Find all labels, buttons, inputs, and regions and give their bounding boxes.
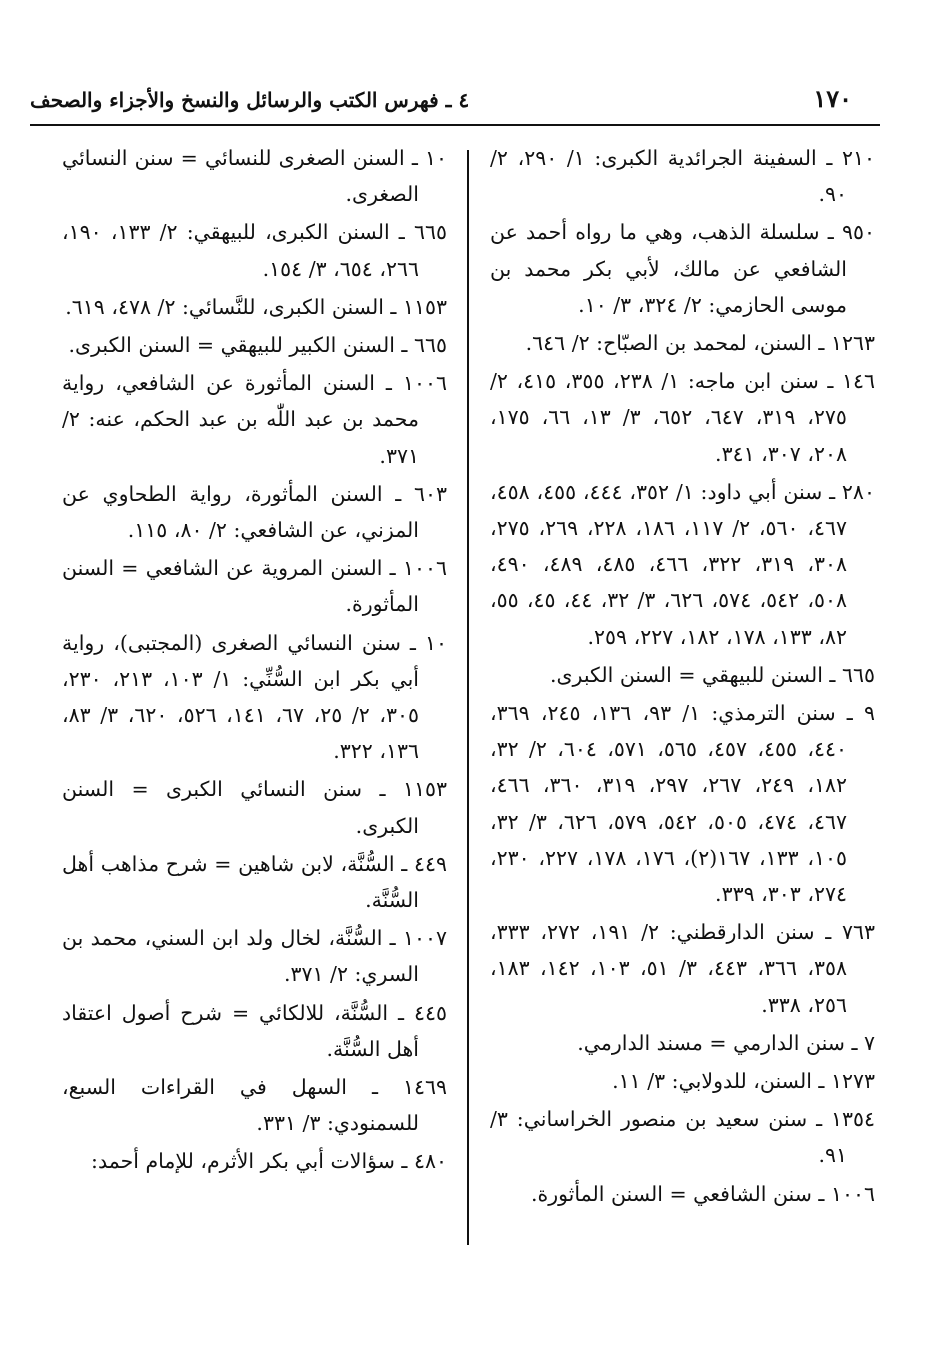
index-column-left <box>62 140 447 1182</box>
page-header <box>30 84 872 124</box>
index-entry: ٤٤٥ ـ السُّنَّة، للالكائي = شرح أصول اعتقاد أهل السُّنَّة. <box>62 1000 447 1061</box>
index-entry: ١٣٥٤ ـ سنن سعيد بن منصور الخراساني: ٣/ ٩١. <box>490 1107 875 1168</box>
index-entry: ٢٨٠ ـ سنن أبي داود: ١/ ٣٥٢، ٤٤٤، ٤٥٥، ٤٥٨، ٤٦٧، ٥٦٠، ٢/ ١١٧، ١٨٦، ٢٢٨، ٢٦٩، ٢٧٥، ٣٠٨، ٣١٩، ٣٢٢، ٤٦٦، ٤٨٥، ٤٨٩، ٤٩٠، ٥٠٨، ٥٤٢، ٥٧٤، ٦٢٦، ٣/ ٣٢، ٤٤، ٤٥، ٥٥، ٨٢، ١٣٣، ١٧٨، ١٨٢، ٢٢٧، ٢٥٩. <box>490 479 875 649</box>
index-entry: ١١٥٣ ـ السنن الكبرى، للنَّسائي: ٢/ ٤٧٨، ٦١٩. <box>65 294 447 319</box>
index-entry: ٧ ـ سنن الدارمي = مسند الدارمي. <box>577 1030 875 1055</box>
index-entry: ٦٦٥ ـ السنن للبيهقي = السنن الكبرى. <box>549 662 875 687</box>
index-entry: ١٤٦ ـ سنن ابن ماجه: ١/ ٢٣٨، ٣٥٥، ٤١٥، ٢/ ٢٧٥، ٣١٩، ٦٤٧، ٦٥٢، ٣/ ١٣، ٦٦، ١٧٥، ٢٠٨، ٣٠٧، ٣٤١. <box>490 369 876 466</box>
index-entry: ٩ ـ سنن الترمذي: ١/ ٩٣، ١٣٦، ٢٤٥، ٣٦٩، ٤٤٠، ٤٥٥، ٤٥٧، ٥٦٥، ٥٧١، ٦٠٤، ٢/ ٣٢، ١٨٢، ٢٤٩، ٢٦٧، ٢٩٧، ٣١٩، ٣٦٠، ٤٦٦، ٤٦٧، ٤٧٤، ٥٠٥، ٥٤٢، ٥٧٩، ٦٢٦، ٣/ ٣٢، ١٠٥، ١٣٣، ١٦٧(٢)، ١٧٦، ١٧٨، ٢٢٧، ٢٣٠، ٢٧٤، ٣٠٣، ٣٣٩. <box>490 701 875 907</box>
index-entry: ١٠٠٧ ـ السُّنَّة، لخال ولد ابن السني، محمد بن السري: ٢/ ٣٧١. <box>62 926 447 987</box>
index-column-right <box>490 140 875 1214</box>
index-entry: ٦٠٣ ـ السنن المأثورة، رواية الطحاوي عن المزني، عن الشافعي: ٢/ ٨٠، ١١٥. <box>62 481 447 543</box>
index-entry: ٦٦٥ ـ السنن الكبير للبيهقي = السنن الكبرى. <box>68 333 447 358</box>
running-title: ٤ ـ فهرس الكتب والرسائل والنسخ والأجزاء والصحف <box>30 88 470 112</box>
index-entry: ٩٥٠ ـ سلسلة الذهب، وهي ما رواه أحمد عن الشافعي عن مالك، لأبي بكر محمد بن موسى الحازمي: ٢/ ٣٢٤، ٣/ ١٠. <box>490 220 875 317</box>
index-entry: ١٠ ـ سنن النسائي الصغرى (المجتبى)، رواية أبي بكر ابن السُّنِّي: ١/ ١٠٣، ٢١٣، ٢٣٠، ٣٠٥، ٢/ ٢٥، ٦٧، ١٤١، ٥٢٦، ٦٢٠، ٣/ ٨٣، ١٣٦، ٣٢٢. <box>62 630 447 764</box>
header-rule <box>30 124 880 126</box>
index-entry: ١٠٠٦ ـ السنن المروية عن الشافعي = السنن المأثورة. <box>62 556 447 617</box>
index-entry: ١٤٦٩ ـ السهل في القراءات السبع، للسمنودي: ٣/ ٣٣١. <box>62 1075 447 1136</box>
index-entry: ٢١٠ ـ السفينة الجرائدية الكبرى: ١/ ٢٩٠، ٢/ ٩٠. <box>490 146 875 207</box>
index-entry: ٤٤٩ ـ السُّنَّة، لابن شاهين = شرح مذاهب أهل السُّنَّة. <box>62 851 447 913</box>
index-entry: ٦٦٥ ـ السنن الكبرى، للبيهقي: ٢/ ١٣٣، ١٩٠، ٢٦٦، ٦٥٤، ٣/ ١٥٤. <box>62 220 447 281</box>
index-entry: ١٠٠٦ ـ سنن الشافعي = السنن المأثورة. <box>530 1181 875 1206</box>
index-entry: ٧٦٣ ـ سنن الدارقطني: ٢/ ١٩١، ٢٧٢، ٣٣٣، ٣٥٨، ٣٦٦، ٤٤٣، ٣/ ٥١، ١٠٣، ١٤٢، ١٨٣، ٢٥٦، ٣٣٨. <box>490 920 875 1017</box>
column-divider <box>467 150 469 1245</box>
index-entry: ١٠٠٦ ـ السنن المأثورة عن الشافعي، رواية محمد بن عبد اللّٰه بن عبد الحكم، عنه: ٢/ ٣٧١. <box>62 371 447 468</box>
index-entry: ١٢٧٣ ـ السنن، للدولابي: ٣/ ١١. <box>612 1069 875 1094</box>
index-entry: ١٢٦٣ ـ السنن، لمحمد بن الصبّاح: ٢/ ٦٤٦. <box>525 331 875 356</box>
index-entry: ١٠ ـ السنن الصغرى للنسائي = سنن النسائي الصغرى. <box>62 146 447 207</box>
page-number: ١٧٠ <box>813 84 852 113</box>
index-entry: ١١٥٣ ـ سنن النسائي الكبرى = السنن الكبرى. <box>62 777 447 838</box>
index-entry: ٤٨٠ ـ سؤالات أبي بكر الأثرم، للإمام أحمد: <box>91 1149 447 1174</box>
